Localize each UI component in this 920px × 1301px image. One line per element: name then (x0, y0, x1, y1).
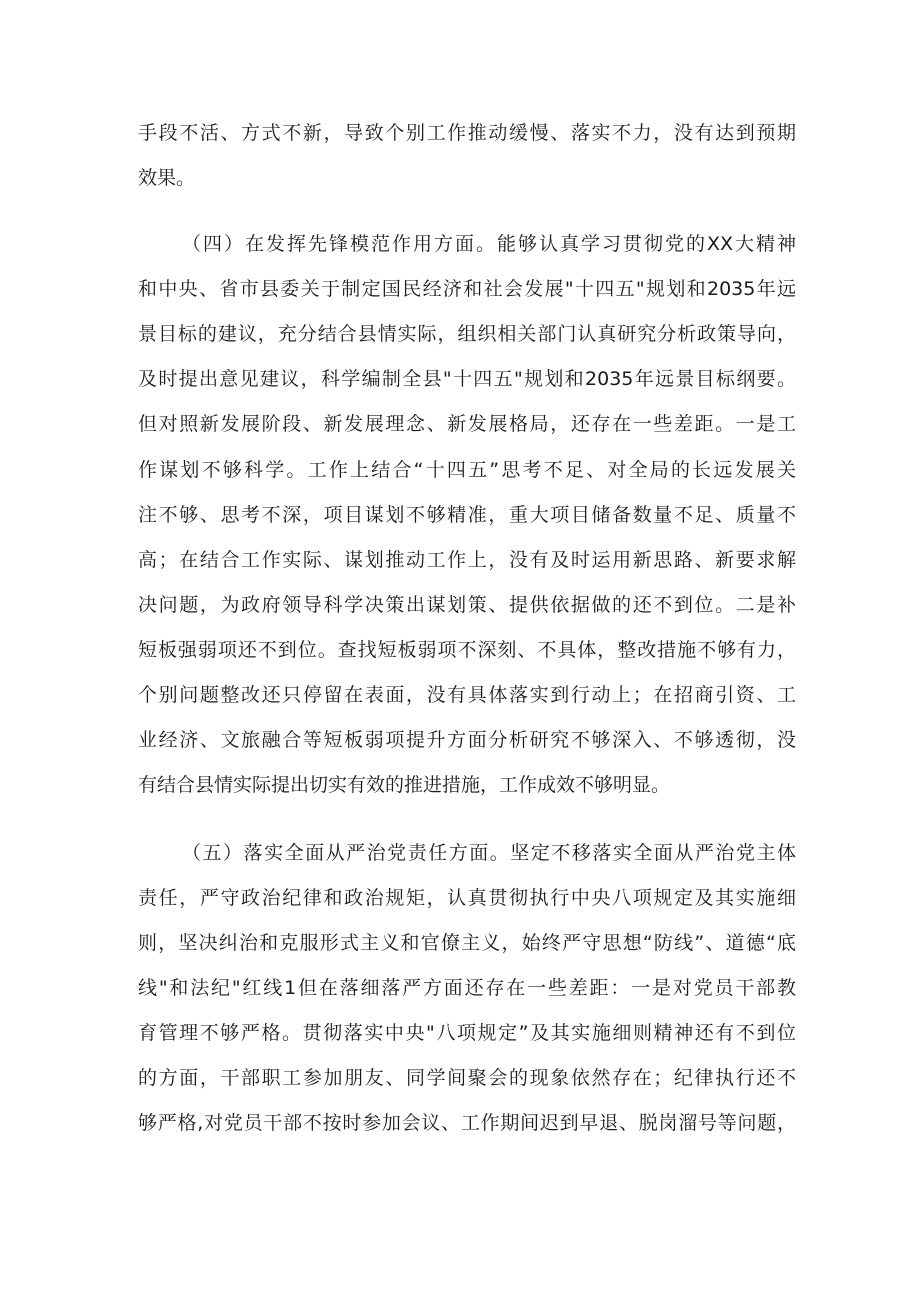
text-line: 高；在结合工作实际、谋划推动工作上，没有及时运用新思路、新要求解 (138, 549, 796, 571)
text-line: 业经济、文旅融合等短板弱项提升方面分析研究不够深入、不够透彻，没 (138, 729, 796, 751)
text-line: 够严格,对党员干部不按时参加会议、工作期间迟到早退、脱岗溜号等问题， (138, 1112, 796, 1134)
text-line: 个别问题整改还只停留在表面，没有具体落实到行动上；在招商引资、工 (138, 684, 796, 706)
text-line: 作谋划不够科学。工作上结合“十四五”思考不足、对全局的长远发展关 (138, 459, 796, 481)
text-line: 线"和法纪"红线1但在落细落严方面还存在一些差距：一是对党员干部教 (138, 977, 796, 999)
text-line: 效果。 (138, 167, 196, 189)
text-line (138, 1150, 796, 1186)
text-line: 决问题，为政府领导科学决策出谋划策、提供依据做的还不到位。二是补 (138, 594, 796, 616)
text-line: 注不够、思考不深，项目谋划不够精准，重大项目储备数量不足、质量不 (138, 504, 796, 526)
text-line: 短板强弱项还不到位。查找短板弱项不深刻、不具体，整改措施不够有力， (138, 639, 796, 661)
section-heading-line: （四）在发挥先锋模范作用方面。能够认真学习贯彻党的XX大精神 (182, 233, 796, 255)
text-line: 的方面，干部职工参加朋友、同学间聚会的现象依然存在；纪律执行还不 (138, 1067, 796, 1089)
text-line: 和中央、省市县委关于制定国民经济和社会发展"十四五"规划和2035年远 (138, 278, 796, 300)
text-line: 但对照新发展阶段、新发展理念、新发展格局，还存在一些差距。一是工 (138, 413, 796, 435)
text-line: 景目标的建议，充分结合县情实际，组织相关部门认真研究分析政策导向， (138, 323, 796, 345)
text-line: 则，坚决纠治和克服形式主义和官僚主义，始终严守思想“防线”、道德“底 (138, 932, 796, 954)
text-line: 有结合县情实际提出切实有效的推进措施，工作成效不够明显。 (138, 774, 671, 796)
text-line: 手段不活、方式不新，导致个别工作推动缓慢、落实不力，没有达到预期 (138, 122, 796, 144)
section-heading-line: （五）落实全面从严治党责任方面。坚定不移落实全面从严治党主体 (182, 842, 796, 864)
text-line: 及时提出意见建议，科学编制全县"十四五"规划和2035年远景目标纲要。 (138, 368, 796, 390)
text-line: 育管理不够严格。贯彻落实中央"八项规定”及其实施细则精神还有不到位 (138, 1022, 796, 1044)
text-line: 责任，严守政治纪律和政治规矩，认真贯彻执行中央八项规定及其实施细 (138, 887, 796, 909)
